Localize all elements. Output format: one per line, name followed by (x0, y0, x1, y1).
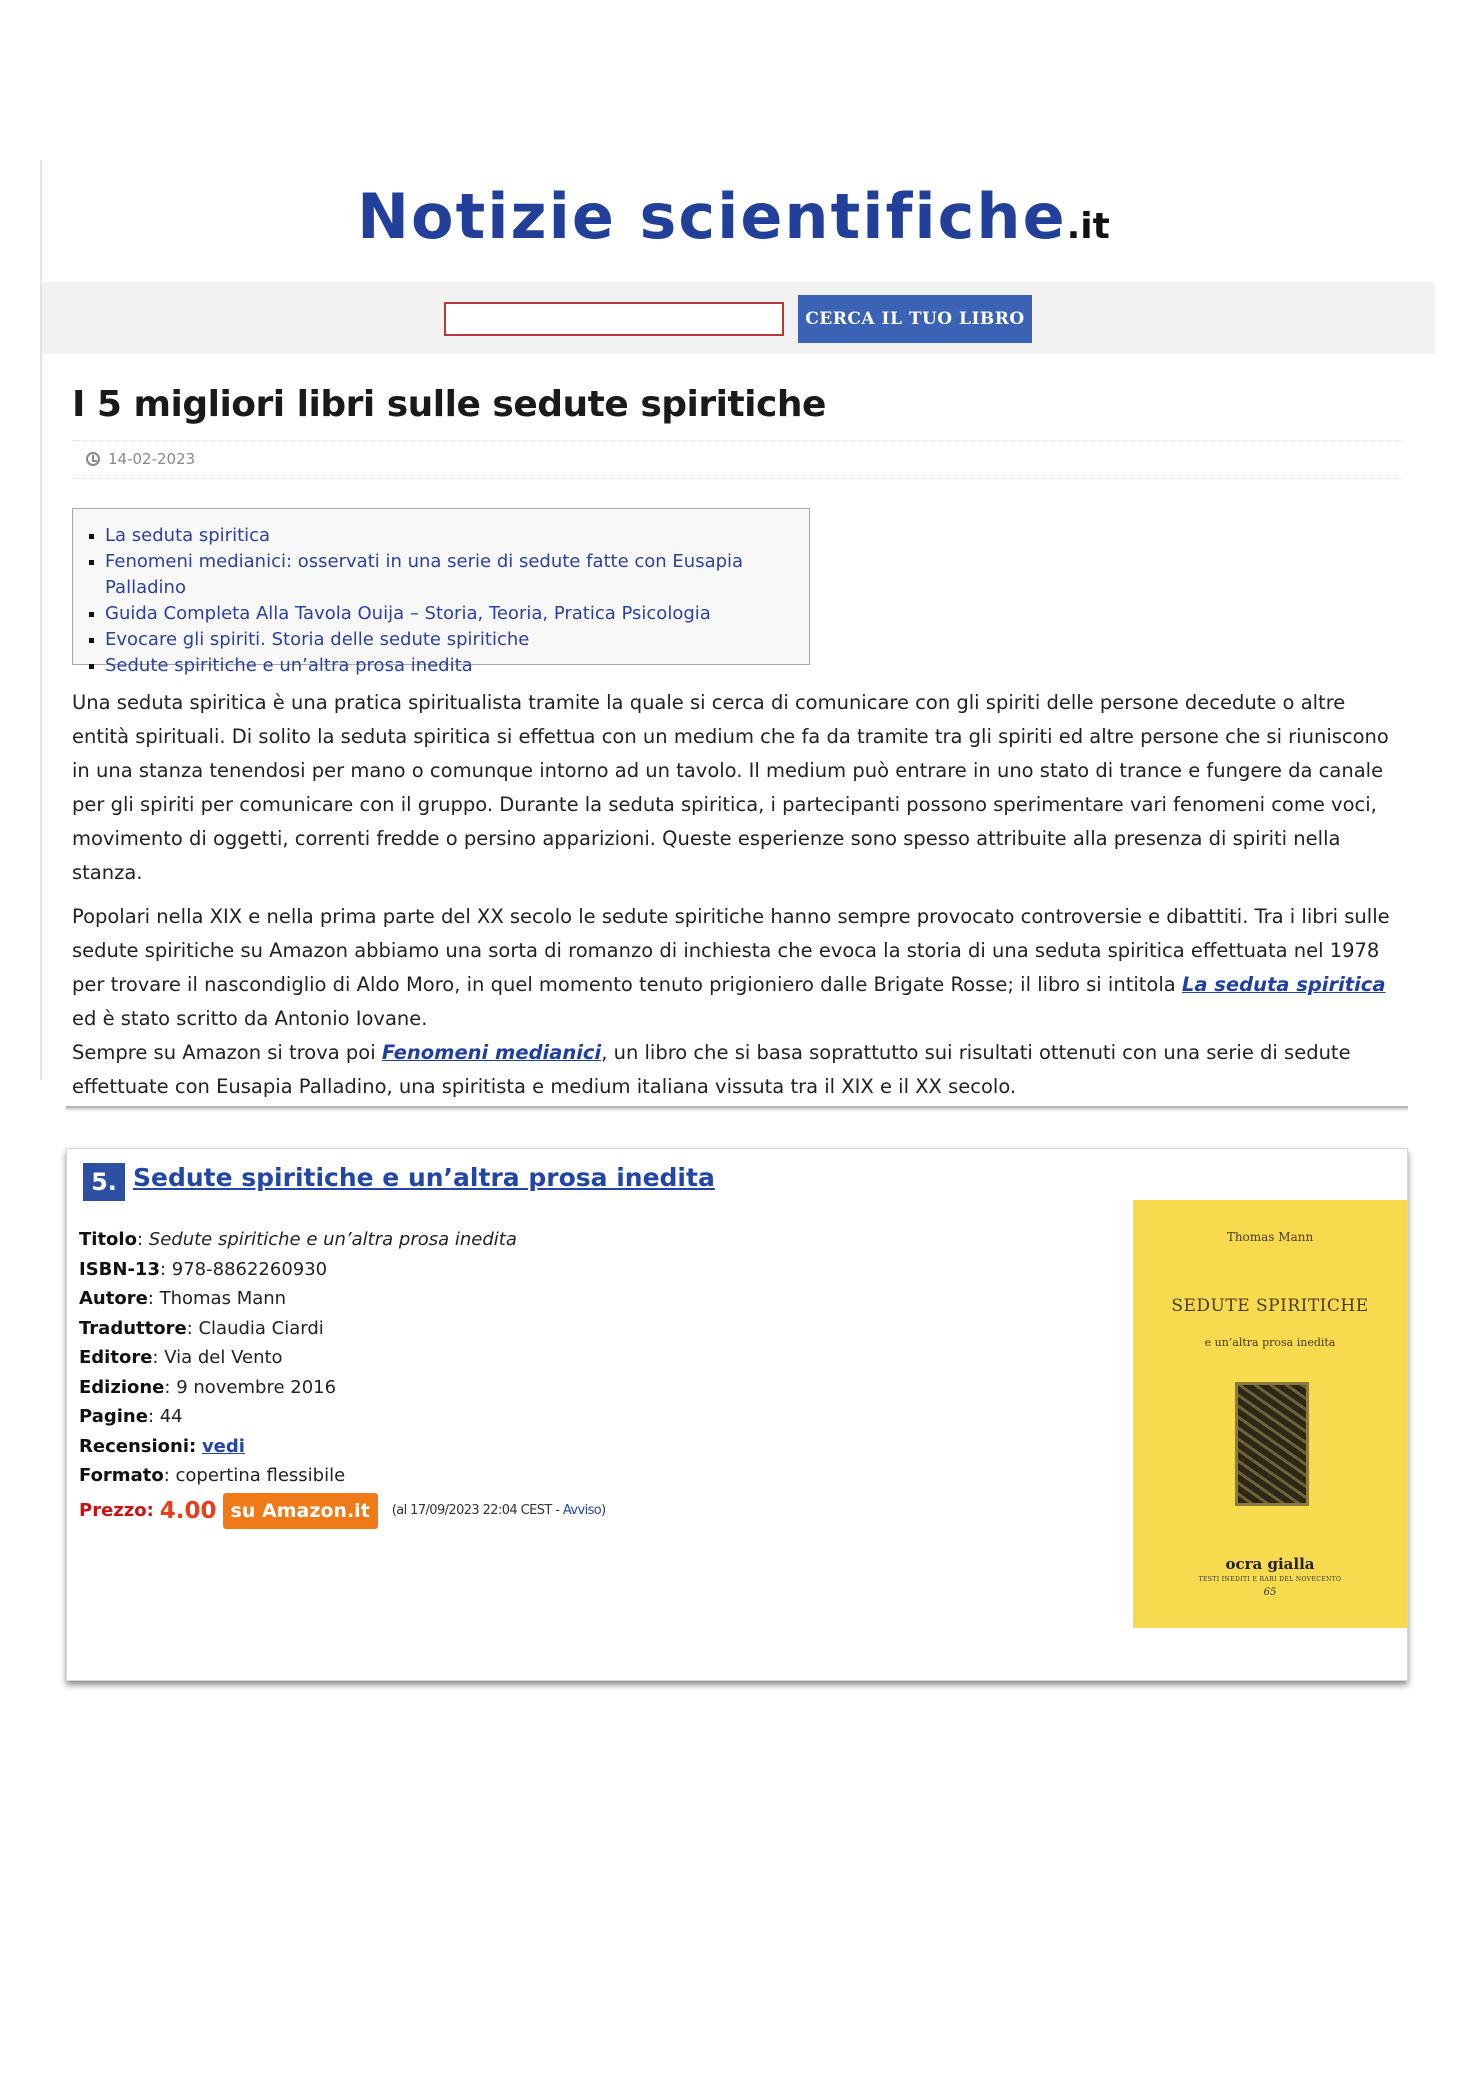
book-details (79, 1225, 606, 1529)
link-fenomeni-medianici[interactable]: Fenomeni medianici (381, 1041, 602, 1064)
search-bar (42, 282, 1435, 354)
toc-item[interactable]: Guida Completa Alla Tavola Ouija – Storia, Teoria, Pratica Psicologia (85, 601, 809, 627)
detail-reviews (79, 1432, 606, 1462)
detail-isbn: ISBN-13: 978-8862260930 (79, 1258, 328, 1280)
price-notice-link[interactable]: Avviso (562, 1503, 602, 1518)
paragraph-intro: Una seduta spiritica è una pratica spiritualista tramite la quale si cerca di comunicare con gli spiriti delle persone decedute o altre entità spirituali. Di solito la seduta spiritica si effettua con un medium che fa da tramite tra gli spiriti ed altre persone che si riuniscono in una stanza tenendosi per mano o comunque intorno ad un tavolo. Il medium può entrare in uno stato di trance e fungere da canale per gli spiriti per comunicare con il gruppo. Durante la seduta spiritica, i partecipanti possono sperimentare vari fenomeni come voci, movimento di oggetti, correnti fredde o persino apparizioni. Queste esperienze sono spesso attribuite alla presenza di spiriti nella stanza. (72, 691, 1389, 884)
price-note (392, 1503, 606, 1518)
cover-title: SEDUTE SPIRITICHE (1171, 1296, 1369, 1316)
detail-value: 44 (159, 1406, 183, 1427)
price-value: 4.00 (159, 1497, 217, 1524)
detail-label: Titolo (79, 1229, 137, 1250)
price-row (79, 1493, 606, 1529)
price-label: Prezzo: (79, 1500, 154, 1521)
detail-value: Via del Vento (164, 1347, 283, 1368)
book-rank-badge: 5. (83, 1163, 125, 1201)
site-logo[interactable] (0, 180, 1467, 253)
paragraph-fenomeni (72, 1036, 1407, 1104)
logo-tld: .it (1066, 206, 1110, 247)
detail-label: ISBN-13 (79, 1258, 160, 1280)
detail-pages: Pagine: 44 (79, 1406, 183, 1427)
detail-publisher: Editore: Via del Vento (79, 1347, 283, 1368)
detail-value: 978-8862260930 (171, 1258, 328, 1280)
detail-translator: Traduttore: Claudia Ciardi (79, 1317, 324, 1339)
cover-artwork (1235, 1382, 1309, 1506)
book-title-link[interactable]: Sedute spiritiche e un’altra prosa inedita (133, 1163, 715, 1192)
article-body (72, 686, 1407, 1114)
paragraph-text: , un libro che si basa soprattutto sui risultati ottenuti con una serie di sedute effettuate con Eusapia Palladino, una spiritista e medium italiana vissuta tra il XIX e il XX secolo. (72, 1041, 1351, 1098)
post-date-text: 14-02-2023 (108, 450, 196, 468)
price-note-text: (al 17/09/2023 22:04 CEST - (391, 1503, 563, 1518)
detail-value: Sedute spiritiche e un’altra prosa inedita (148, 1229, 517, 1250)
link-la-seduta-spiritica[interactable]: La seduta spiritica (1181, 973, 1386, 996)
cover-subtitle: e un’altra prosa inedita (1204, 1336, 1336, 1349)
price-note-text: ) (601, 1503, 606, 1518)
detail-edition: Edizione: 9 novembre 2016 (79, 1376, 337, 1398)
detail-value: Claudia Ciardi (198, 1317, 324, 1339)
paragraph-text: ed è stato scritto da Antonio Iovane. (72, 1007, 428, 1030)
detail-label: Edizione (79, 1376, 165, 1398)
book-card (66, 1148, 1408, 1681)
title-divider (72, 440, 1402, 441)
detail-label: Pagine (79, 1406, 148, 1427)
detail-value: 9 novembre 2016 (176, 1376, 337, 1398)
search-input[interactable] (444, 302, 784, 336)
detail-label: Formato (79, 1465, 164, 1486)
detail-author: Autore: Thomas Mann (79, 1288, 287, 1309)
search-button[interactable]: CERCA IL TUO LIBRO (798, 295, 1032, 343)
detail-value: Thomas Mann (159, 1288, 287, 1309)
toc-item[interactable]: Sedute spiritiche e un’altra prosa inedita (85, 653, 809, 679)
cover-series: ocra gialla (1225, 1555, 1315, 1573)
detail-label: Autore (79, 1288, 148, 1309)
detail-title: Titolo: Sedute spiritiche e un’altra prosa inedita (79, 1229, 517, 1250)
reviews-link[interactable]: vedi (201, 1435, 245, 1457)
paragraph-books (72, 900, 1407, 1036)
detail-value: copertina flessibile (175, 1465, 346, 1486)
cover-series-subtitle: TESTI INEDITI E RARI DEL NOVECENTO (1198, 1576, 1342, 1583)
toc-item[interactable]: Evocare gli spiriti. Storia delle sedute spiritiche (85, 627, 809, 653)
section-divider (66, 1106, 1408, 1112)
detail-label: Recensioni: (79, 1435, 197, 1457)
paragraph-text: Sempre su Amazon si trova poi (72, 1041, 382, 1064)
cover-number: 65 (1263, 1587, 1277, 1598)
cover-author: Thomas Mann (1226, 1230, 1314, 1244)
post-date (86, 450, 195, 468)
article-title: I 5 migliori libri sulle sedute spiritiche (72, 384, 826, 425)
book-cover-image[interactable] (1133, 1200, 1407, 1628)
toc-item[interactable]: Fenomeni medianici: osservati in una serie di sedute fatte con Eusapia Palladino (85, 549, 809, 601)
logo-main: Notizie scientifiche (357, 180, 1067, 253)
amazon-button[interactable]: su Amazon.it (223, 1493, 378, 1529)
toc-item[interactable]: La seduta spiritica (85, 523, 809, 549)
detail-label: Editore (79, 1347, 153, 1368)
detail-format: Formato: copertina flessibile (79, 1465, 346, 1486)
date-divider (72, 478, 1402, 479)
paragraph-text: Popolari nella XIX e nella prima parte del XX secolo le sedute spiritiche hanno sempre provocato controversie e dibattiti. Tra i libri sulle sedute spiritiche su Amazon abbiamo una sorta di romanzo di inchiesta che evoca la storia di una seduta spiritica effettuata nel 1978 per trovare il nascondiglio di Aldo Moro, in quel momento tenuto prigioniero dalle Brigate Rosse; il libro si intitola (72, 905, 1390, 996)
detail-label: Traduttore (79, 1317, 187, 1339)
clock-icon (86, 452, 100, 466)
table-of-contents (72, 508, 810, 676)
